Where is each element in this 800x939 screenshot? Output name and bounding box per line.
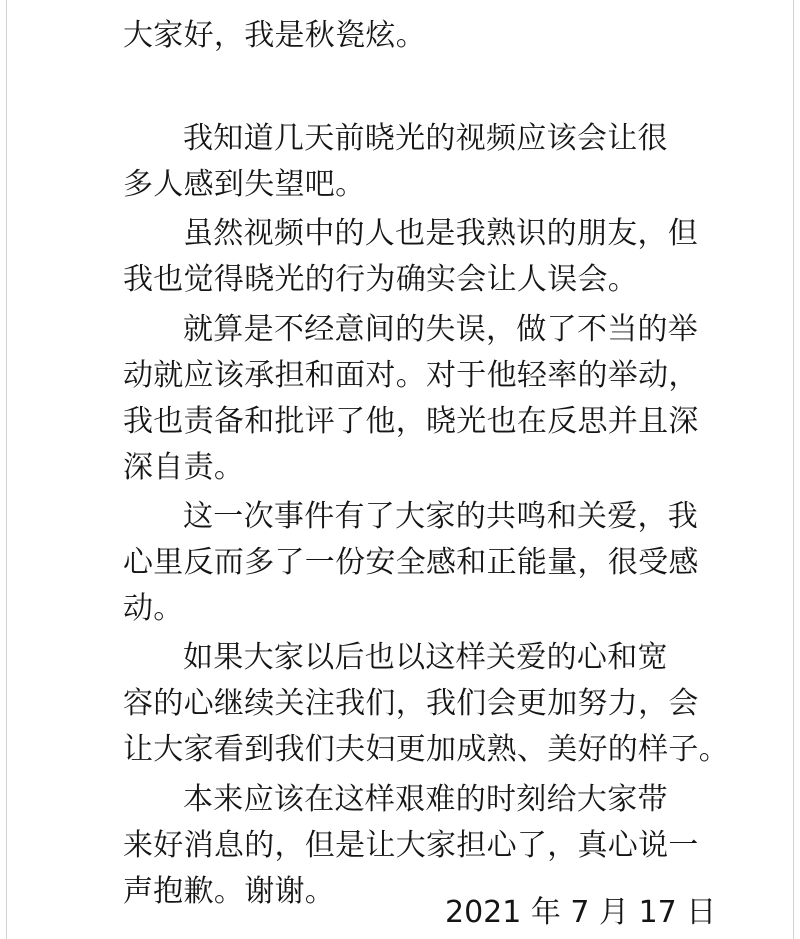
paragraph-1-line-2: 多人感到失望吧。	[123, 167, 366, 202]
paragraph-5-line-2: 容的心继续关注我们，我们会更加努力，会	[123, 686, 699, 721]
paragraph-3-line-1: 就算是不经意间的失误，做了不当的举	[183, 312, 699, 347]
paragraph-5-line-1: 如果大家以后也以这样关爱的心和宽	[183, 640, 668, 675]
paragraph-1-line-1: 我知道几天前晓光的视频应该会让很	[183, 121, 668, 156]
paragraph-4-line-3: 动。	[123, 591, 184, 626]
page-right-border	[793, 0, 794, 939]
paragraph-2-line-1: 虽然视频中的人也是我熟识的朋友，但	[183, 216, 699, 251]
paragraph-3-line-3: 我也责备和批评了他，晓光也在反思并且深	[123, 404, 699, 439]
greeting-line: 大家好，我是秋瓷炫。	[123, 18, 426, 53]
letter-date: 2021 年 7 月 17 日	[445, 895, 717, 930]
paragraph-6-line-3: 声抱歉。谢谢。	[123, 874, 336, 909]
paragraph-6-line-1: 本来应该在这样艰难的时刻给大家带	[183, 782, 668, 817]
paragraph-2-line-2: 我也觉得晓光的行为确实会让人误会。	[123, 262, 639, 297]
paragraph-5-line-3: 让大家看到我们夫妇更加成熟、美好的样子。	[123, 732, 729, 767]
paragraph-3-line-4: 深自责。	[123, 450, 245, 485]
page-left-border	[6, 0, 7, 939]
paragraph-6-line-2: 来好消息的，但是让大家担心了，真心说一	[123, 828, 699, 863]
paragraph-3-line-2: 动就应该承担和面对。对于他轻率的举动，	[123, 358, 699, 393]
paragraph-4-line-1: 这一次事件有了大家的共鸣和关爱，我	[183, 499, 699, 534]
paragraph-4-line-2: 心里反而多了一份安全感和正能量，很受感	[123, 545, 699, 580]
